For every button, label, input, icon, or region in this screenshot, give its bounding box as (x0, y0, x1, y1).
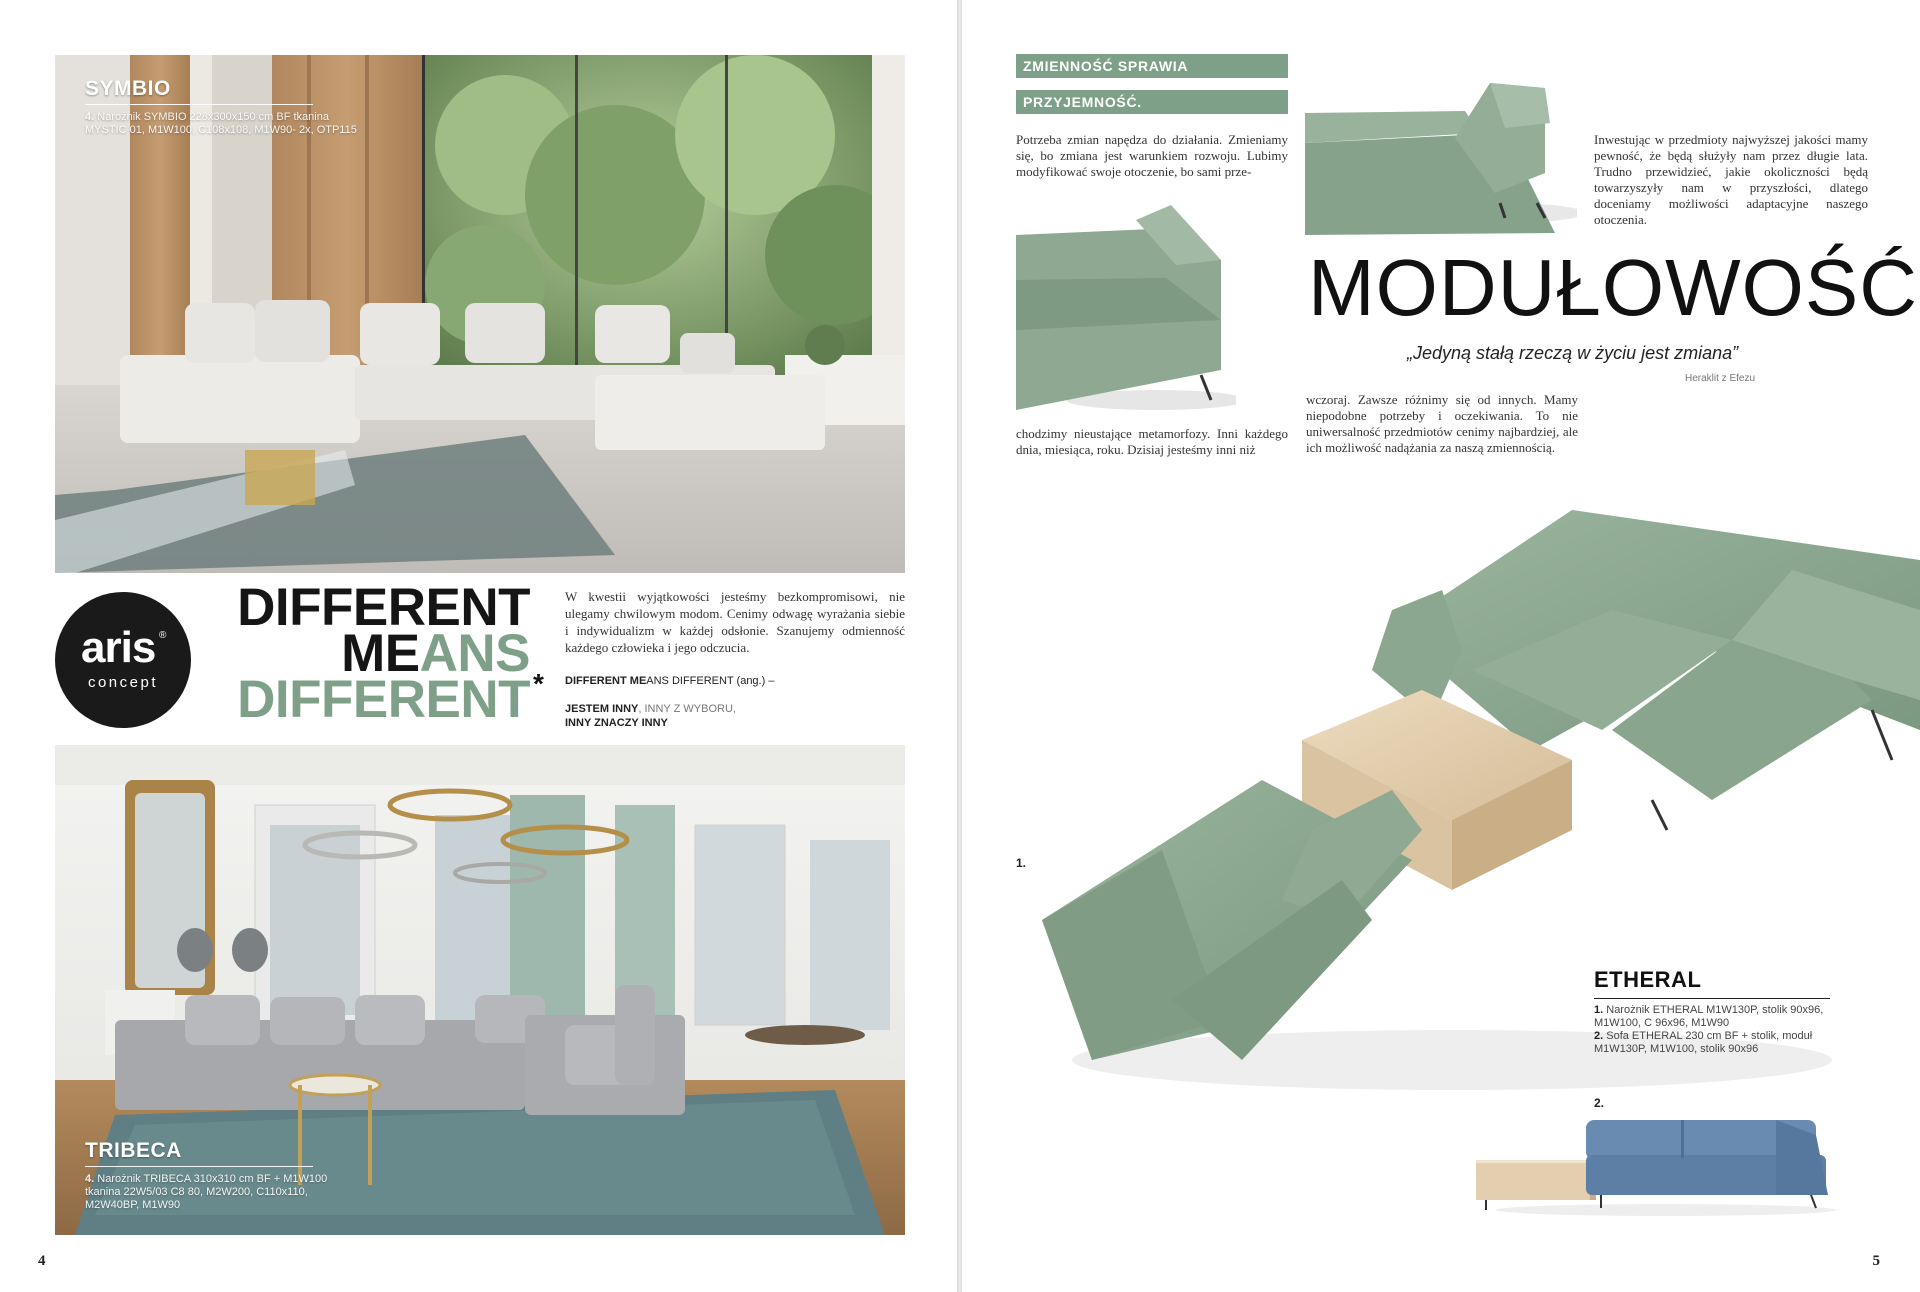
figure-label-1: 1. (1016, 856, 1027, 870)
symbio-caption-text: Narożnik SYMBIO 228x300x150 cm BF tkanina MYSTIC 01, M1W100, C108x108, M1W90- 2x, OTP115 (85, 111, 357, 136)
etheral-title: ETHERAL (1594, 967, 1702, 992)
tribeca-caption (85, 1173, 365, 1212)
etheral-sofa-blue-image (1476, 1110, 1836, 1220)
headline (237, 578, 530, 729)
section-band-2: PRZYJEMNOŚĆ. (1016, 90, 1288, 114)
headline-line1: DIFFERENT (237, 578, 530, 637)
etheral-item2-num: 2. (1594, 1030, 1604, 1042)
logo-word: aris (81, 623, 156, 672)
headline-line3: DIFFERENT (237, 670, 530, 729)
tribeca-photo (55, 745, 905, 1235)
quote: „Jedyną stałą rzeczą w życiu jest zmiana” (1407, 343, 1739, 363)
meaning-gray: , INNY Z WYBORU, (638, 703, 736, 715)
etheral-item1-text: Narożnik ETHERAL M1W130P, stolik 90x96, M1W100, C 96x96, M1W90 (1594, 1004, 1824, 1029)
symbio-caption (85, 111, 365, 137)
figure-label-2: 2. (1594, 1096, 1605, 1110)
column1-top-text: Potrzeba zmian napędza do działania. Zmieniamy się, bo zmiana jest warunkiem rozwoju. Lubimy modyfikować swoje otoczenie, bo sami prze- (1016, 132, 1288, 179)
tribeca-rule (85, 1166, 313, 1167)
page-number-right: 5 (1872, 1253, 1880, 1269)
sofa-detail-armrest-render (1016, 200, 1236, 415)
translation-note (565, 675, 774, 687)
sofa-detail-top-render (1305, 53, 1577, 235)
aris-concept-logo (55, 592, 191, 728)
column1-bottom-text: chodzimy nieustające metamorfozy. Inni każdego dnia, miesiąca, roku. Dzisiaj jesteśmy inni niż (1016, 426, 1288, 457)
logo-registered-mark: ® (159, 630, 167, 641)
tribeca-caption-num: 4. (85, 1173, 95, 1185)
translation-note-bold: DIFFERENT ME (565, 675, 647, 687)
intro-paragraph: W kwestii wyjątkowości jesteśmy bezkompromisowi, nie ulegamy chwilowym modom. Cenimy odwagę wyrażania siebie i indywidualizm w każdej odsłonie. Szanujemy odmienność każdego człowieka i jego odczucia. (565, 589, 905, 655)
section-title: MODUŁOWOŚĆ (1308, 243, 1918, 332)
symbio-rule (85, 104, 313, 105)
column3-top-text: Inwestując w przedmioty najwyższej jakości mamy pewność, że będą służyły nam przez długie lata. Trudno przewidzieć, jakie okoliczności będą towarzyszyły nam w przyszłości, dlatego doceniamy możliwości adaptacyjne naszego otoczenia. (1594, 132, 1868, 227)
column2-bottom-text: wczoraj. Zawsze różnimy się od innych. Mamy niepodobne potrzeby i oczekiwania. To nie uniwersalność przedmiotów cenimy najbardziej, ale ich możliwość nadążania za naszą zmiennością. (1306, 392, 1578, 455)
etheral-caption (1594, 1004, 1844, 1056)
tribeca-scene-image (55, 745, 905, 1235)
headline-line2-dark: ME (341, 624, 420, 683)
headline-line2-green: ANS (419, 624, 530, 683)
sofa-detail-top-image (1305, 53, 1577, 235)
etheral-item1-num: 1. (1594, 1004, 1604, 1016)
page-number-left: 4 (38, 1253, 46, 1269)
tribeca-label: TRIBECA (85, 1139, 182, 1162)
section-band-1: ZMIENNOŚĆ SPRAWIA (1016, 54, 1288, 78)
right-page (962, 0, 1920, 1292)
translation-meaning (565, 702, 736, 730)
symbio-photo (55, 55, 905, 573)
etheral-rule (1594, 998, 1830, 999)
quote-author: Heraklit z Efezu (1685, 373, 1756, 384)
etheral-item2-text: Sofa ETHERAL 230 cm BF + stolik, moduł M1W130P, M1W100, stolik 90x96 (1594, 1030, 1813, 1055)
logo-subtitle: concept (87, 674, 159, 691)
etheral-sofa-blue-render (1476, 1110, 1836, 1220)
sofa-detail-armrest-image (1016, 200, 1236, 415)
symbio-label: SYMBIO (85, 77, 171, 100)
tribeca-caption-text: Narożnik TRIBECA 310x310 cm BF + M1W100 tkanina 22W5/03 C8 80, M2W200, C110x110, M2W40BP, M1W90 (85, 1173, 328, 1211)
headline-asterisk: * (533, 668, 544, 699)
left-page (0, 0, 957, 1292)
meaning-bold-2: INNY ZNACZY INNY (565, 717, 668, 729)
symbio-caption-num: 4. (85, 111, 95, 123)
translation-note-text: ANS DIFFERENT (ang.) – (646, 675, 775, 687)
meaning-bold-1: JESTEM INNY (565, 703, 639, 715)
